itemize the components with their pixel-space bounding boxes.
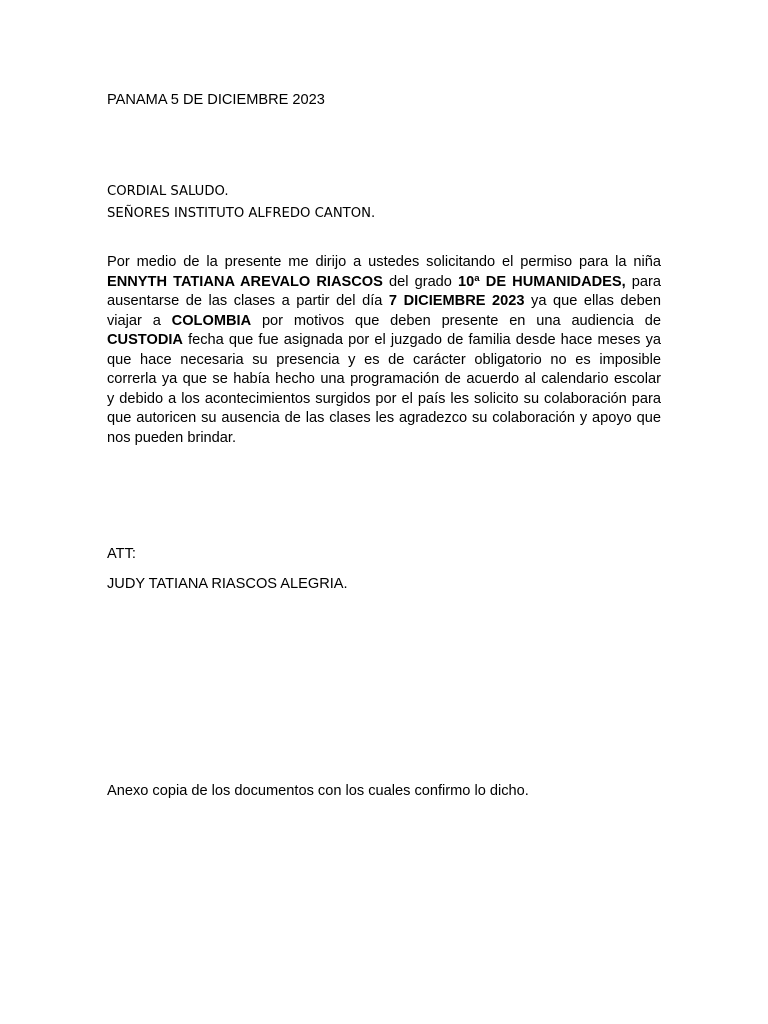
annex-note: Anexo copia de los documentos con los cuales confirmo lo dicho. bbox=[107, 783, 529, 799]
body-text: y debido a los acontecimientos surgidos por el país les solicito su colaboración para bbox=[107, 390, 661, 407]
body-text: por motivos que deben presente en una audiencia de bbox=[251, 312, 661, 329]
body-line bbox=[107, 390, 661, 410]
letter-body-paragraph bbox=[107, 253, 661, 448]
body-line bbox=[107, 292, 661, 312]
signature-name: JUDY TATIANA RIASCOS ALEGRIA. bbox=[107, 576, 348, 592]
recipient-line: SEÑORES INSTITUTO ALFREDO CANTON. bbox=[107, 206, 376, 221]
body-text: Por medio de la presente me dirijo a ustedes solicitando el permiso para la niña bbox=[107, 254, 661, 270]
body-text: para bbox=[625, 273, 661, 290]
body-line bbox=[107, 312, 661, 332]
body-line bbox=[107, 273, 661, 293]
grade-name: 10ª DE HUMANIDADES, bbox=[458, 273, 626, 290]
body-text: que autoricen su ausencia de las clases les agradezco su colaboración y apoyo que bbox=[107, 410, 661, 426]
body-text: del grado bbox=[382, 273, 459, 290]
hearing-type: CUSTODIA bbox=[107, 332, 183, 348]
greeting: CORDIAL SALUDO. bbox=[107, 184, 229, 199]
body-line bbox=[107, 370, 661, 390]
body-text: ya que ellas deben bbox=[524, 293, 662, 309]
body-line bbox=[107, 331, 661, 351]
body-text: fecha que fue asignada por el juzgado de familia desde hace meses ya bbox=[182, 332, 661, 348]
body-text: correrla ya que se había hecho una programación de acuerdo al calendario escolar bbox=[107, 371, 661, 387]
body-text: que hace necesaria su presencia y es de carácter obligatorio no es imposible bbox=[107, 351, 661, 368]
absence-date: 7 DICIEMBRE 2023 bbox=[388, 293, 525, 309]
body-line bbox=[107, 253, 661, 273]
destination-country: COLOMBIA bbox=[171, 312, 252, 329]
body-line bbox=[107, 351, 661, 371]
body-line bbox=[107, 409, 661, 429]
student-name: ENNYTH TATIANA AREVALO RIASCOS bbox=[107, 273, 383, 290]
att-label: ATT: bbox=[107, 546, 136, 562]
body-text: nos pueden brindar. bbox=[107, 429, 237, 446]
date-line: PANAMA 5 DE DICIEMBRE 2023 bbox=[107, 92, 325, 108]
body-text: viajar a bbox=[107, 312, 172, 329]
body-line bbox=[107, 429, 661, 449]
body-text: ausentarse de las clases a partir del día bbox=[107, 293, 389, 309]
